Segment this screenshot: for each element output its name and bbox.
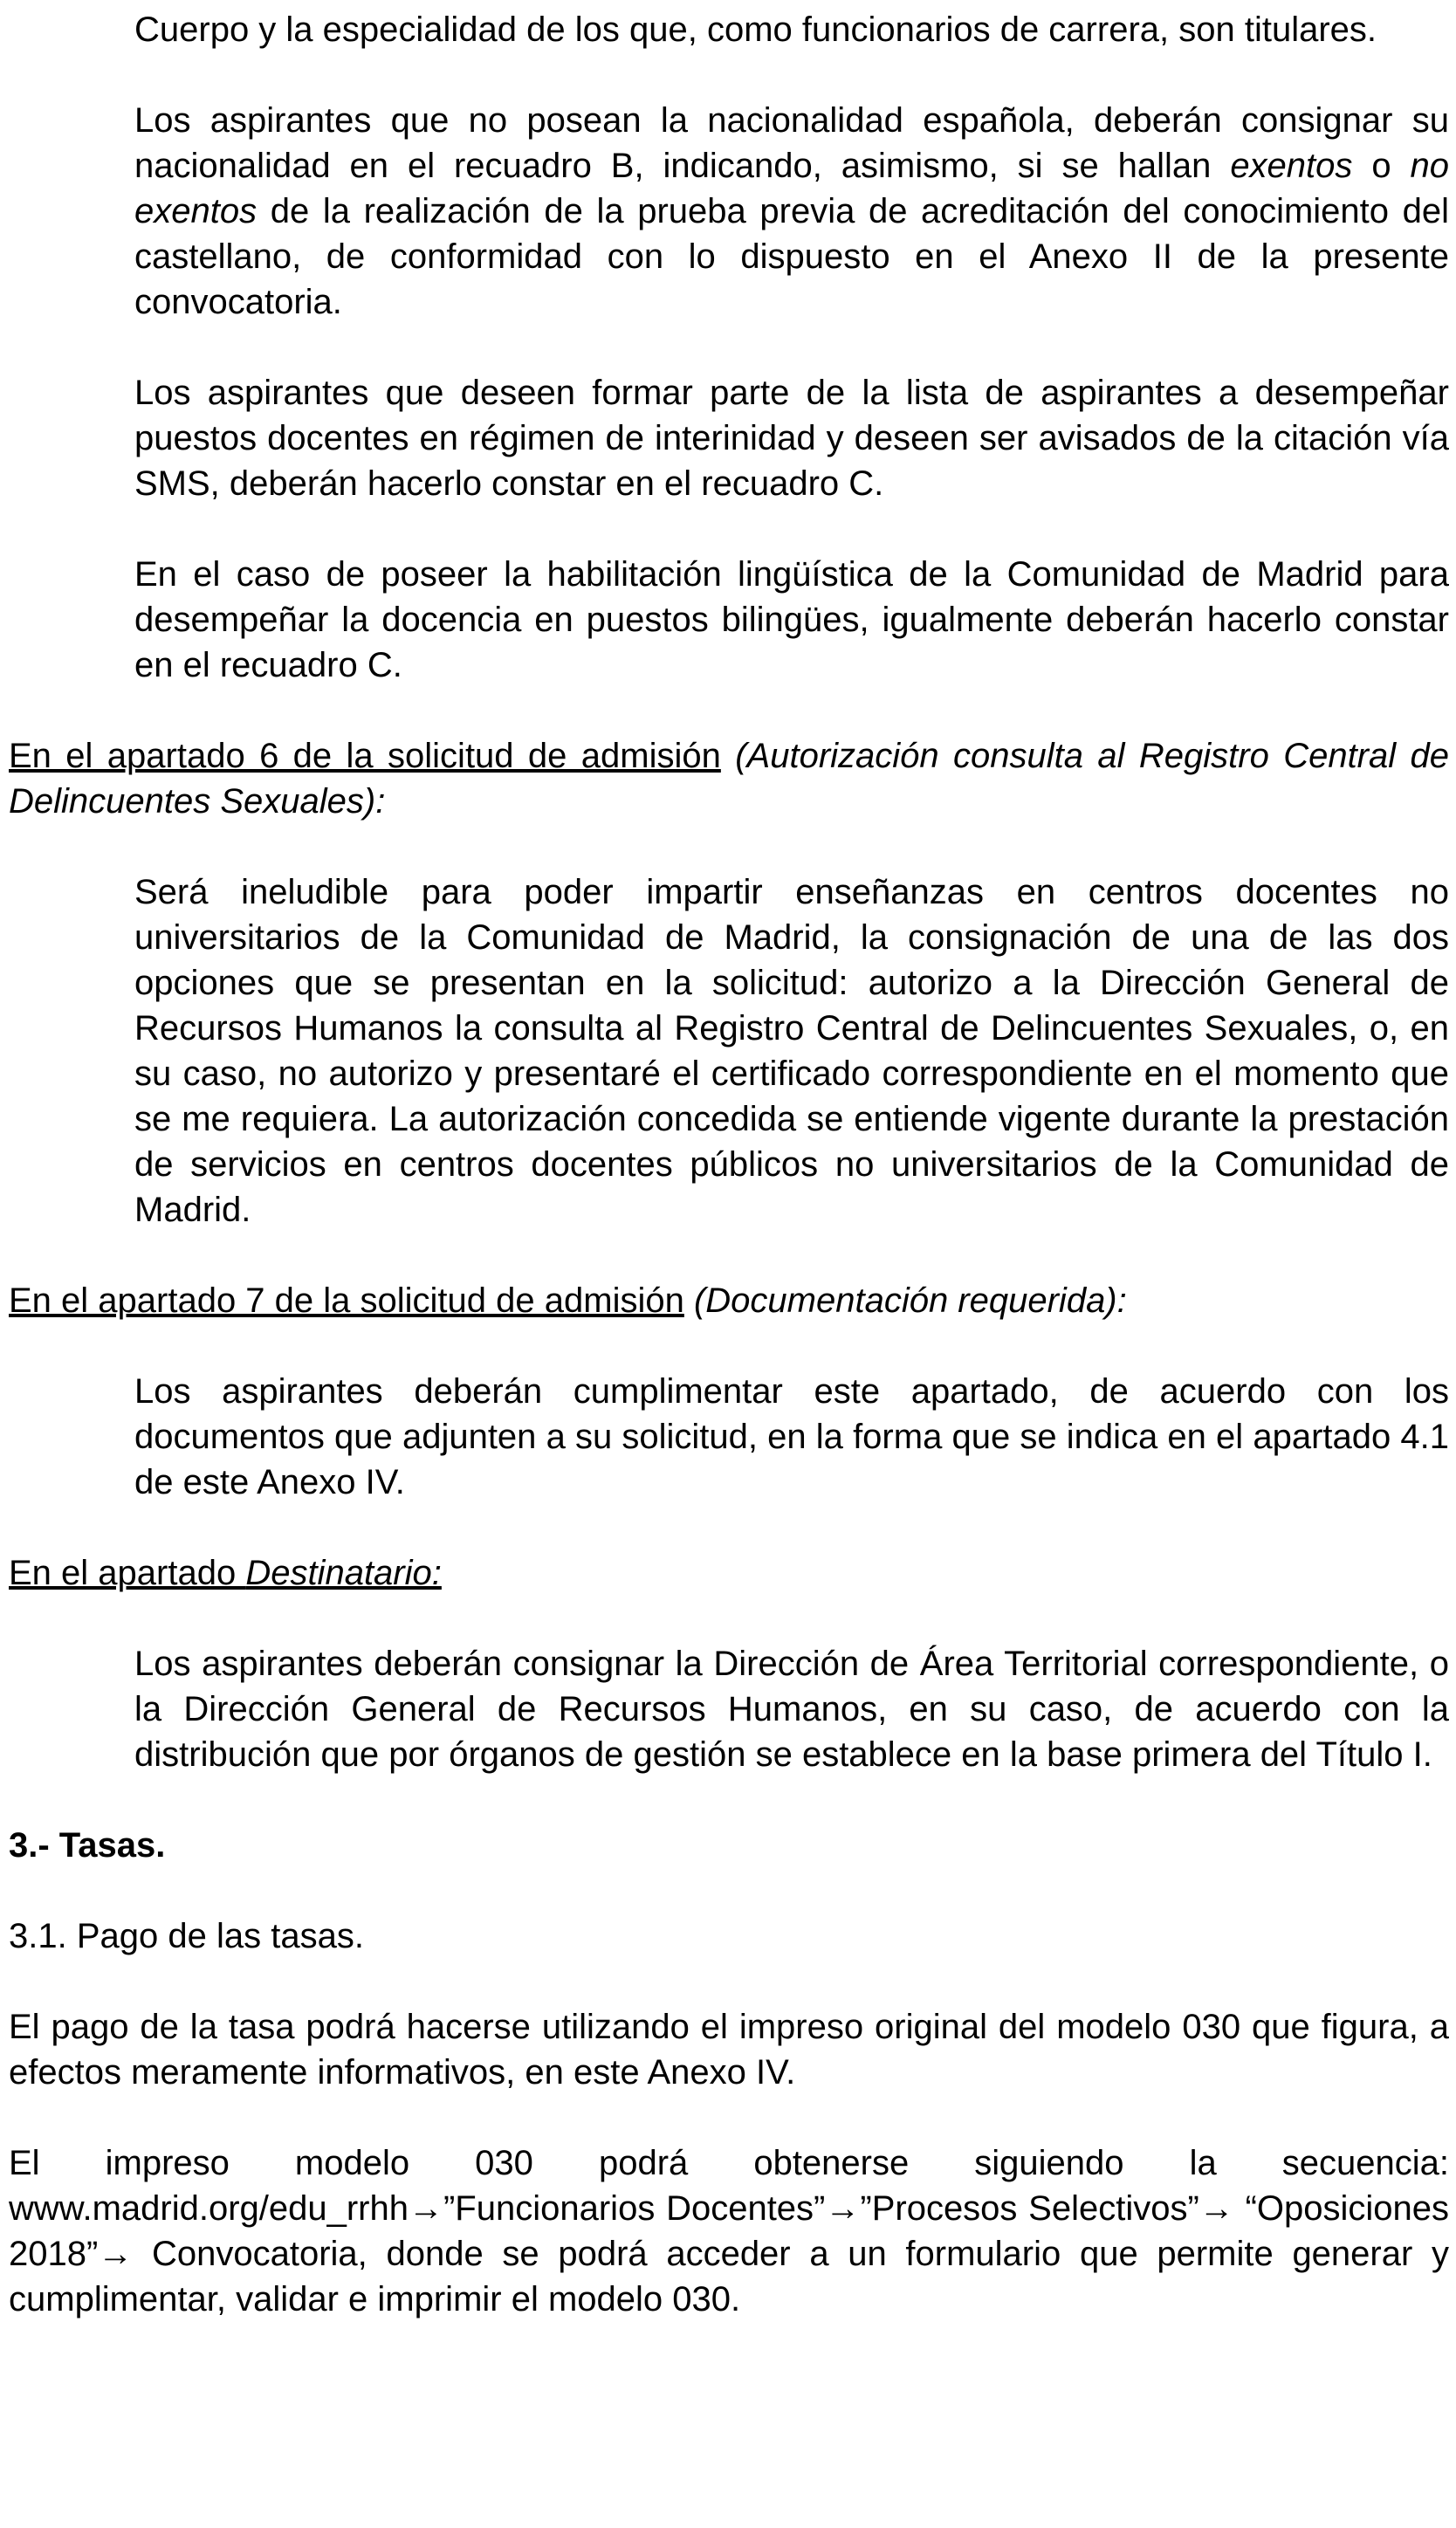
paragraph-documentacion: Los aspirantes deberán cumplimentar este apartado, de acuerdo con los documentos que adjunten a su solicitud, en la forma que se indica en el apartado 4.1 de este Anexo IV. — [134, 1372, 1449, 1501]
text-run: Los aspirantes que no posean la nacionalidad española, deberán consignar su nacionalidad en el recuadro B, indicando, asimismo, si se hallan — [134, 101, 1449, 185]
paragraph-destinatario: Los aspirantes deberán consignar la Dirección de Área Territorial correspondiente, o la Dirección General de Recursos Humanos, en su caso, de acuerdo con la distribución que por órganos de gestión se establece en la base primera del Título I. — [134, 1645, 1449, 1774]
paragraph-sms: Los aspirantes que deseen formar parte de la lista de aspirantes a desempeñar puestos docentes en régimen de interinidad y deseen ser avisados de la citación vía SMS, deberán hacerlo constar en el recuadro C. — [134, 374, 1449, 503]
paragraph-nacionalidad — [9, 98, 1449, 325]
text-exentos: exentos — [1230, 147, 1353, 185]
heading-destinatario-italic: Destinatario: — [245, 1554, 442, 1592]
paragraph-registro-central: Será ineludible para poder impartir enseñanzas en centros docentes no universitarios de la Comunidad de Madrid, la consignación de una de las dos opciones que se presentan en la solicitud: autorizo a la Dirección General de Recursos Humanos la consulta al Registro Central de Delincuentes Sexuales, o, en su caso, no autorizo y presentaré el certificado correspondiente en el momento que se me requiera. La autorización concedida se entiende vigente durante la prestación de servicios en centros docentes públicos no universitarios de la Comunidad de Madrid. — [134, 873, 1449, 1229]
section-title-tasas: 3.- Tasas. — [9, 1826, 166, 1865]
heading-apartado-7 — [9, 1278, 1449, 1323]
text-run: o — [1352, 147, 1411, 185]
heading-apartado-6-label: En el apartado 6 de la solicitud de admisión — [9, 737, 721, 775]
heading-apartado-7-label: En el apartado 7 de la solicitud de admisión — [9, 1281, 684, 1320]
paragraph-habilitacion: En el caso de poseer la habilitación lingüística de la Comunidad de Madrid para desempeñar la docencia en puestos bilingües, igualmente deberán hacerlo constar en el recuadro C. — [134, 555, 1449, 684]
document-page — [9, 7, 1449, 2322]
heading-apartado-6 — [9, 733, 1449, 824]
heading-apartado-6-subtitle: (Autorización consulta al Registro Central de Delincuentes Sexuales): — [9, 737, 1449, 821]
paragraph-titulares: Cuerpo y la especialidad de los que, como funcionarios de carrera, son titulares. — [134, 10, 1377, 49]
paragraph-pago-tasa: El pago de la tasa podrá hacerse utilizando el impreso original del modelo 030 que figura, a efectos meramente informativos, en este Anexo IV. — [9, 2008, 1449, 2092]
subsection-title-pago: 3.1. Pago de las tasas. — [9, 1917, 364, 1955]
text-no-exentos: no exentos — [134, 147, 1449, 230]
text-run: de la realización de la prueba previa de acreditación del conocimiento del castellano, de conformidad con lo dispuesto en el Anexo II de la presente convocatoria. — [134, 192, 1449, 321]
paragraph-impreso-modelo: El impreso modelo 030 podrá obtenerse siguiendo la secuencia: www.madrid.org/edu_rrhh→”Funcionarios Docentes”→”Procesos Selectivos”→ “Oposiciones 2018”→ Convocatoria, donde se podrá acceder a un formulario que permite generar y cumplimentar, validar e imprimir el modelo 030. — [9, 2144, 1449, 2318]
heading-destinatario-label: En el apartado — [9, 1554, 246, 1592]
heading-destinatario — [9, 1550, 1449, 1596]
heading-apartado-7-subtitle: (Documentación requerida): — [683, 1281, 1127, 1320]
